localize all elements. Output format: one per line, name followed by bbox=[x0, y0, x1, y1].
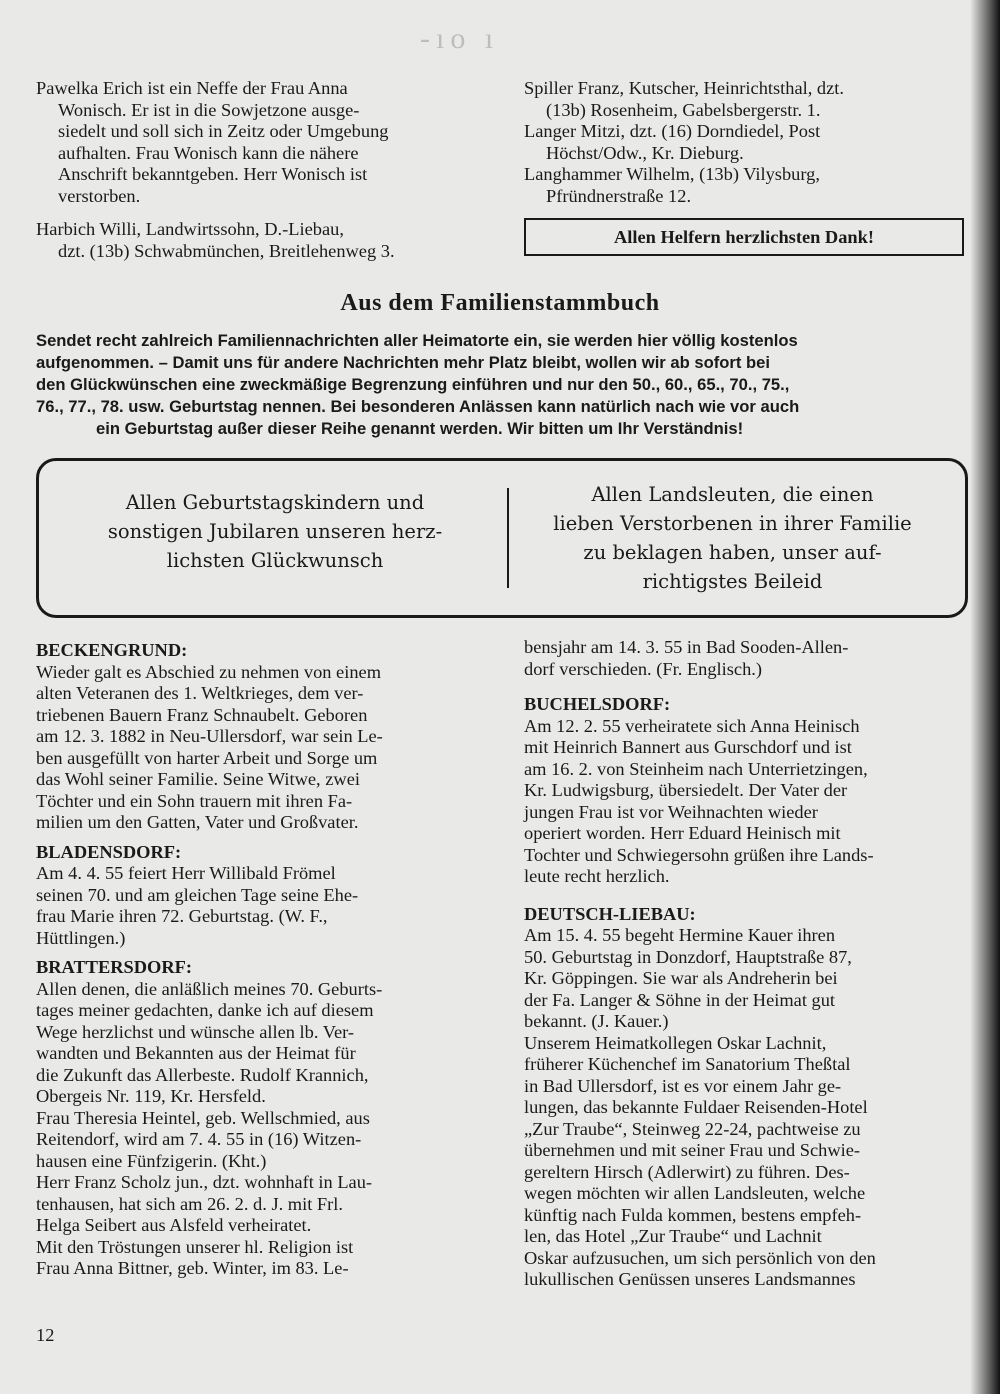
entry-deutsch-liebau: Am 15. 4. 55 begeht Hermine Kauer ihren 50. Geburtstag in Donzdorf, Hauptstraße 87, Kr. Göppingen. Sie war als Andreherin bei der Fa. Langer & Söhne in der Heimat gut bekannt. (J. Kauer.) Unserem Heimatkollegen Oskar Lachnit, früherer Küchenchef im Sanatorium Theßtal in Bad Ullersdorf, ist es vor einem Jahr ge- lungen, das bekannte Fuldaer Reisenden-Hotel „Zur Traube“, Steinweg 22-24, pachtweise zu übernehmen und mit seiner Frau und Schwie- gereltern Hirsch (Adlerwirt) zu führen. Des- wegen möchten wir allen Landsleuten, welche künftig nach Fulda kommen, bestens empfeh- len, das Hotel „Zur Traube“ und Lachnit Oskar aufzusuchen, um sich persönlich von den lukullischen Genüssen unseres Landsmannes bbox=[524, 925, 876, 1289]
section-intro: Sendet recht zahlreich Familiennachrichten aller Heimatorte ein, sie werden hier völlig kostenlos aufgenommen. – Damit uns für andere Nachrichten mehr Platz bleibt, wollen wir ab sofort bei den Glückwünschen eine zweckmäßige Begrenzung einführen und nur den 50., 60., 65., 70., 75., 76., 77., 78. usw. Geburtstag nennen. Bei besonderen Anlässen kann natürlich nach wie vor auch ein Geburtstag außer dieser Reihe genannt werden. Wir bitten um Ihr Verständnis! bbox=[36, 331, 800, 438]
line: Pawelka Erich ist ein Neffe der Frau Anna bbox=[36, 78, 348, 98]
notice-spiller: Spiller Franz, Kutscher, Heinrichtsthal, dzt. (13b) Rosenheim, Gabelsbergerstr. 1. bbox=[524, 78, 844, 120]
place-heading: BRATTERSDORF: bbox=[36, 957, 192, 977]
thanks-text: Allen Helfern herzlichsten Dank! bbox=[614, 226, 874, 247]
condolence-greeting: Allen Landsleuten, die einen lieben Verstorbenen in ihrer Familie zu beklagen haben, unser auf- richtigstes Beileid bbox=[553, 483, 912, 593]
notice-langer: Langer Mitzi, dzt. (16) Dorndiedel, Post Höchst/Odw., Kr. Dieburg. bbox=[524, 121, 821, 163]
binding-shadow bbox=[970, 0, 1000, 1394]
notice-harbich: Harbich Willi, Landwirtssohn, D.-Liebau, dzt. (13b) Schwabmünchen, Breitlehenweg 3. bbox=[36, 219, 395, 261]
entry-buchelsdorf: Am 12. 2. 55 verheiratete sich Anna Heinisch mit Heinrich Bannert aus Gurschdorf und ist am 16. 2. von Steinheim nach Unterrietzingen, Kr. Ludwigsburg, übersiedelt. Der Vater der jungen Frau ist vor Weihnachten wieder operiert worden. Herr Eduard Heinisch mit Tochter und Schwiegersohn grüßen ihre Lands- leute recht herzlich. bbox=[524, 715, 874, 886]
place-heading: BUCHELSDORF: bbox=[524, 694, 671, 714]
left-column bbox=[36, 640, 496, 1280]
place-heading: BECKENGRUND: bbox=[36, 640, 188, 660]
section-heading: Aus dem Familienstammbuch bbox=[340, 290, 660, 316]
entry-beckengrund: Wieder galt es Abschied zu nehmen von einem alten Veteranen des 1. Weltkrieges, dem ver- triebenen Bauern Franz Schnaubelt. Geboren am 12. 3. 1882 in Neu-Ullersdorf, war sein Le- ben ausgefüllt von harter Arbeit und Sorge um das Wohl seiner Familie. Seine Witwe, zwei Töchter und ein Sohn trauern mit ihren Fa- milien um den Gatten, Vater und Großvater. bbox=[36, 661, 383, 832]
page-number: 12 bbox=[36, 1325, 55, 1345]
notice-langhammer: Langhammer Wilhelm, (13b) Vilysburg, Pfründnerstraße 12. bbox=[524, 164, 820, 206]
thanks-box bbox=[524, 218, 964, 256]
entry-bladensdorf: Am 4. 4. 55 feiert Herr Willibald Frömel seinen 70. und am gleichen Tage seine Ehe- frau Marie ihren 72. Geburtstag. (W. F., Hüttlingen.) bbox=[36, 863, 359, 948]
top-left-column bbox=[36, 78, 496, 262]
entry-brattersdorf: Allen denen, die anläßlich meines 70. Geburts- tages meiner gedachten, danke ich auf diesem Wege herzlichst und wünsche allen lb. Ver- wandten und Bekannten aus der Heimat für die Zukunft das Allerbeste. Rudolf Krannich, Obergeis Nr. 119, Kr. Hersfeld. Frau Theresia Heintel, geb. Wellschmied, aus Reitendorf, wird am 7. 4. 55 in (16) Witzen- hausen eine Fünfzigerin. (Kht.) Herr Franz Scholz jun., dzt. wohnhaft in Lau- tenhausen, hat sich am 26. 2. d. J. mit Frl. Helga Seibert aus Alsfeld verheiratet. Mit den Tröstungen unserer hl. Religion ist Frau Anna Bittner, geb. Winter, im 83. Le- bbox=[36, 978, 383, 1278]
handwritten-mark: -ıo ı bbox=[420, 22, 500, 55]
top-right-column bbox=[524, 78, 974, 207]
right-column bbox=[524, 637, 974, 1291]
notice-pawelka: Pawelka Erich ist ein Neffe der Frau Anna Wonisch. Er ist in die Sowjetzone ausge- siedelt und soll sich in Zeitz oder Umgebung aufhalten. Frau Wonisch kann die nähere Anschrift bekanntgeben. Herr Wonisch ist verstorben. bbox=[36, 78, 389, 206]
birthday-greeting: Allen Geburtstagskindern und sonstigen Jubilaren unseren herz- lichsten Glückwunsch bbox=[107, 491, 443, 572]
place-heading: DEUTSCH-LIEBAU: bbox=[524, 903, 696, 924]
greetings-divider bbox=[507, 488, 509, 588]
place-heading: BLADENSDORF: bbox=[36, 841, 182, 862]
entry-continuation: bensjahr am 14. 3. 55 in Bad Sooden-Allen- dorf verschieden. (Fr. Englisch.) bbox=[524, 637, 849, 679]
